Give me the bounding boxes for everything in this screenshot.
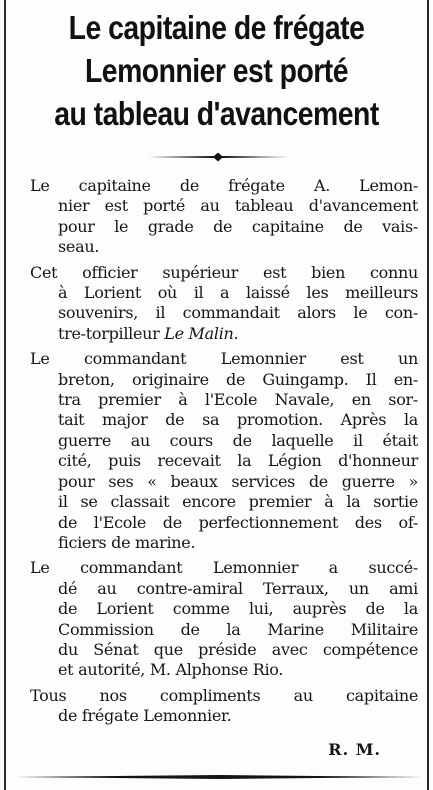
headline [39, 6, 394, 135]
headline-line-1: Le capitaine de frégate [68, 9, 365, 46]
text-line: nier est porté au tableau d'avancement [58, 196, 418, 216]
text-line: Le commandant Lemonnier est un [30, 349, 418, 369]
text-line: Cet officier supérieur est bien connu [30, 262, 418, 282]
text-line: breton, originaire de Guingamp. Il en- [58, 369, 418, 389]
text-line: Le capitaine de frégate A. Lemon- [30, 176, 418, 195]
text-line: cité, puis recevait la Légion d'honneur [58, 451, 418, 471]
text-line: à Lorient où il a laissé les meilleurs [58, 283, 418, 303]
text-line: ficiers de marine. [58, 532, 196, 552]
text-line: pour ses « beaux services de guerre » [58, 471, 418, 491]
text-fragment: . [233, 323, 239, 343]
text-line: tra premier à l'Ecole Navale, en sor- [58, 390, 418, 410]
text-line: du Sénat que préside avec compétence [58, 639, 418, 659]
paragraph-3 [30, 349, 418, 553]
text-fragment: tre-torpilleur [58, 323, 160, 343]
article-body [30, 176, 418, 732]
text-line: de frégate Lemonnier. [58, 706, 232, 726]
text-line: pour le grade de capitaine de vais- [58, 216, 418, 236]
ship-name: Le Malin [164, 323, 234, 343]
headline-line-3: au tableau d'avancement [54, 95, 379, 132]
text-line: il se classait encore premier à la sortie [58, 492, 418, 512]
paragraph-2 [30, 263, 418, 345]
text-line: Commission de la Marine Militaire [58, 619, 418, 639]
column-rule-left [4, 0, 6, 790]
text-line-with-ship [30, 324, 418, 344]
text-line: Tous nos compliments au capitaine [30, 685, 418, 705]
column-rule-right [427, 0, 429, 790]
paragraph-1 [30, 176, 418, 258]
author-signature: R. M. [328, 740, 381, 759]
paragraph-5 [30, 686, 418, 727]
headline-line-2: Lemonnier est porté [84, 52, 348, 89]
text-line: de Lorient comme lui, auprès de la [58, 599, 418, 619]
text-line: de l'Ecole de perfectionnement des of- [58, 512, 418, 532]
text-line: et autorité, M. Alphonse Rio. [58, 660, 284, 680]
text-line: tait major de sa promotion. Après la [58, 410, 418, 430]
paragraph-4 [30, 558, 418, 680]
text-line: Le commandant Lemonnier a succé- [30, 558, 418, 578]
text-line: souvenirs, il commandait alors le con- [58, 303, 418, 323]
bottom-divider [16, 774, 424, 780]
ornament-divider [148, 152, 288, 162]
text-line: guerre au cours de laquelle il était [58, 430, 418, 450]
text-line: seau. [58, 237, 100, 257]
text-line: dé au contre-amiral Terraux, un ami [58, 578, 418, 598]
